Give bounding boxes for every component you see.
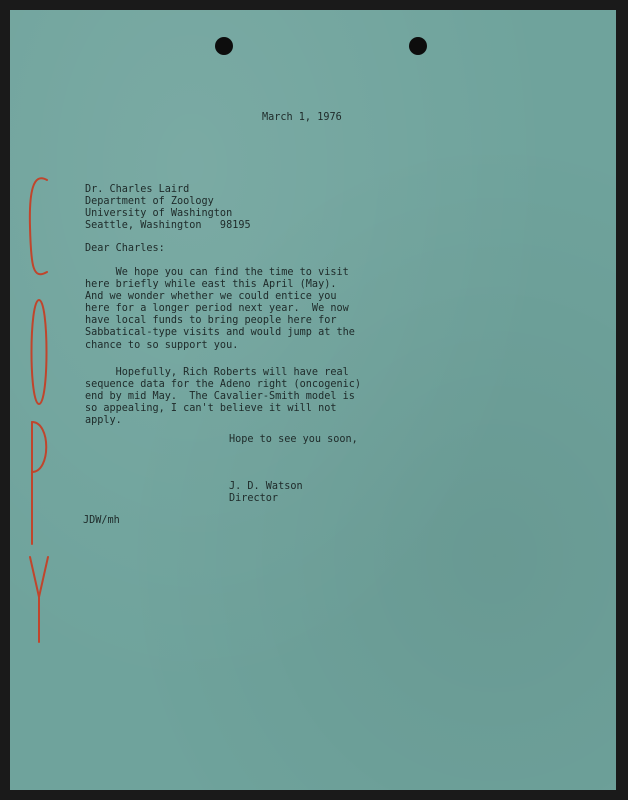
body-paragraph-1 — [85, 267, 355, 352]
signer-name: J. D. Watson — [229, 481, 303, 492]
recipient-city: Seattle, Washington 98195 — [85, 220, 251, 232]
recipient-department: Department of Zoology — [85, 196, 214, 208]
bleed-through-marks-right — [552, 288, 564, 333]
text-line: so appealing, I can't believe it will not — [85, 403, 337, 415]
punch-hole-left — [215, 37, 233, 55]
body-paragraph-2 — [85, 367, 361, 427]
text-line: We hope you can find the time to visit — [85, 267, 349, 278]
signer-title: Director — [229, 493, 279, 505]
recipient-address — [85, 184, 251, 232]
punch-hole-right — [409, 37, 427, 55]
closing: Hope to see you soon, — [229, 434, 358, 445]
salutation: Dear Charles: — [85, 243, 165, 254]
text-line: apply. — [85, 415, 122, 427]
copy-stamp-lettering — [27, 172, 51, 644]
recipient-name: Dr. Charles Laird — [85, 184, 190, 195]
signature-block — [229, 481, 303, 505]
text-line: have local funds to bring people here for — [85, 315, 337, 327]
letter-date: March 1, 1976 — [262, 112, 342, 123]
text-line: chance to so support you. — [85, 339, 239, 351]
text-line: here for a longer period next year. We now — [85, 303, 349, 315]
text-line: And we wonder whether we could entice you — [85, 291, 337, 303]
text-line: Sabbatical-type visits and would jump at the — [85, 327, 355, 339]
recipient-institution: University of Washington — [85, 208, 233, 220]
typist-initials: JDW/mh — [83, 515, 120, 526]
text-line: end by mid May. The Cavalier-Smith model is — [85, 391, 355, 403]
text-line: Hopefully, Rich Roberts will have real — [85, 367, 349, 378]
text-line: sequence data for the Adeno right (oncogenic) — [85, 379, 362, 391]
copy-stamp — [27, 172, 51, 644]
letter-page — [10, 10, 616, 790]
text-line: here briefly while east this April (May). — [85, 279, 337, 291]
